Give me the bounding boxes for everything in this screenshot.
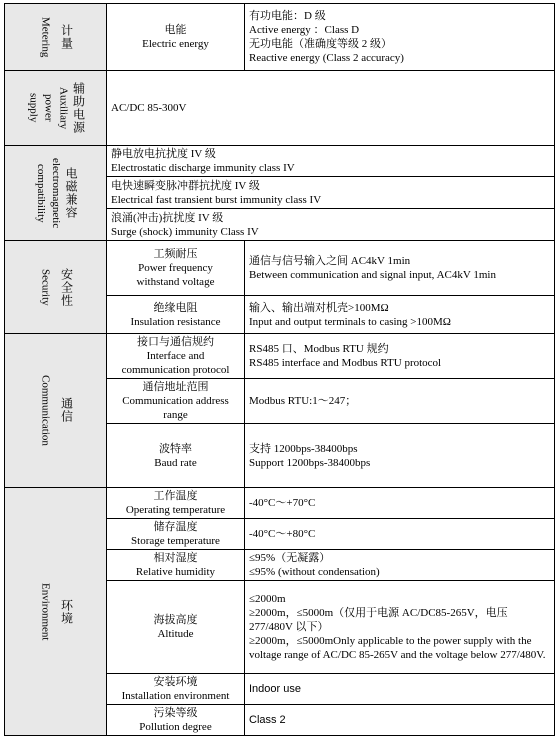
item-zh: 工频耐压 (153, 248, 198, 260)
item-en: Communication address (122, 395, 229, 407)
emc-item-en: Surge (shock) immunity Class IV (111, 225, 259, 238)
value-line: ≥2000m，≤5000mOnly applicable to the power supply with the voltage range of AC/DC 85-265V and the voltage below 277/480V. (249, 635, 546, 661)
value-storage-temp: -40°C～+80°C (245, 519, 555, 550)
item-zh: 工作温度 (153, 490, 198, 502)
emc-item (107, 209, 555, 241)
value-line: RS485 interface and Modbus RTU protocol (249, 357, 442, 369)
value-address-range (245, 379, 555, 424)
value-line: 通信与信号输入之间 AC4kV 1min (249, 255, 411, 267)
value-insulation (245, 296, 555, 334)
item-insulation (107, 296, 245, 334)
value-line: 输入、输出端对机壳>100MΩ (249, 301, 389, 314)
item-en: Baud rate (154, 456, 197, 469)
emc-item-zh: 电快速瞬变脉冲群抗扰度 IV 级 (111, 179, 260, 192)
value-line: RS485 口、Modbus RTU 规约 (249, 343, 389, 355)
value-line: Active energy ：Class D (249, 24, 360, 36)
item-baud-rate (107, 424, 245, 488)
category-aux-zh: 辅助电源 (71, 82, 86, 134)
item-en: Installation environment (121, 690, 230, 702)
category-metering-zh: 计量 (59, 23, 74, 50)
item-en: withstand voltage (136, 276, 215, 288)
item-altitude (107, 581, 245, 674)
category-security-en: Security (39, 268, 52, 306)
row-metering (5, 4, 555, 71)
category-communication-en: Communication (39, 375, 52, 446)
item-en: Operating temperature (125, 504, 226, 516)
category-environment-en: Environment (39, 582, 52, 641)
row-comm-1 (5, 334, 555, 379)
value-line: ≤95% (without condensation) (249, 566, 380, 578)
item-zh: 接口与通信规约 (137, 336, 214, 348)
value-line: ≤2000m (249, 593, 286, 605)
emc-item-en: Electrostatic discharge immunity class IV (111, 162, 295, 174)
item-installation (107, 674, 245, 705)
item-electric-energy (107, 4, 245, 71)
item-en: Interface and (146, 350, 205, 362)
row-env-1 (5, 488, 555, 519)
category-communication-zh: 通信 (59, 397, 74, 424)
item-en: Insulation resistance (130, 315, 221, 328)
category-security (5, 241, 107, 334)
item-zh: 储存温度 (153, 521, 198, 533)
category-emc (5, 146, 107, 241)
row-aux-power (5, 71, 555, 146)
item-en: range (163, 409, 188, 421)
value-line: 有功电能：D 级 (249, 10, 326, 22)
item-storage-temp (107, 519, 245, 550)
item-zh: 波特率 (159, 442, 192, 455)
item-interface (107, 334, 245, 379)
category-metering (5, 4, 107, 71)
category-aux-power (5, 71, 107, 146)
category-metering-en: Metering (39, 16, 52, 58)
category-emc-en-1: compatibility (35, 163, 47, 223)
value-line: ≥2000m，≤5000m（仅用于电源 AC/DC85-265V，电压 277/480V 以下） (249, 607, 508, 633)
item-zh: 绝缘电阻 (153, 301, 198, 314)
value-line: Reactive energy (Class 2 accuracy) (249, 52, 404, 64)
item-zh: 海拔高度 (153, 614, 198, 626)
value-baud-rate (245, 424, 555, 488)
item-zh: 安装环境 (153, 676, 198, 688)
item-zh: 污染等级 (153, 707, 198, 719)
item-operating-temp (107, 488, 245, 519)
value-line: ≤95%（无凝露） (249, 552, 331, 564)
category-environment-zh: 环境 (59, 598, 74, 625)
value-line: Modbus RTU:1～247； (249, 395, 357, 407)
item-en: Storage temperature (131, 535, 220, 547)
value-line: 无功电能（准确度等级 2 级） (249, 38, 392, 50)
emc-item (107, 177, 555, 209)
item-zh: 通信地址范围 (142, 381, 209, 393)
category-security-zh: 安全性 (59, 267, 74, 307)
item-en: Power frequency (138, 262, 213, 274)
emc-item-en: Electrical fast transient burst immunity class IV (111, 193, 322, 206)
spec-table (4, 3, 555, 736)
emc-item-zh: 浪涌(冲击)抗扰度 IV 级 (111, 211, 224, 224)
item-power-frequency (107, 241, 245, 296)
category-emc-en-2: electromagnetic (50, 157, 62, 229)
row-emc-1 (5, 146, 555, 177)
value-line: Between communication and signal input, AC4kV 1min (249, 269, 496, 281)
value-interface (245, 334, 555, 379)
emc-item-zh: 静电放电抗扰度 IV 级 (111, 148, 216, 160)
emc-item (107, 146, 555, 177)
value-aux-power: AC/DC 85-300V (107, 71, 555, 146)
item-en: Relative humidity (135, 566, 216, 578)
item-electric-energy-zh: 电能 (164, 24, 187, 36)
value-line: Input and output terminals to casing >100MΩ (249, 315, 451, 328)
value-pollution: Class 2 (245, 705, 555, 736)
item-pollution (107, 705, 245, 736)
item-en: communication protocol (121, 364, 230, 376)
value-line: 支持 1200bps-38400bps (249, 442, 358, 455)
row-security-1 (5, 241, 555, 296)
item-zh: 相对湿度 (153, 552, 198, 564)
category-aux-en-3: Auxiliary (57, 86, 70, 130)
value-electric-energy (245, 4, 555, 71)
value-altitude (245, 581, 555, 674)
item-humidity (107, 550, 245, 581)
item-electric-energy-en: Electric energy (142, 38, 209, 50)
category-aux-en-2: power (42, 94, 55, 122)
category-aux-en-1: supply (27, 93, 40, 123)
value-power-frequency (245, 241, 555, 296)
value-installation: Indoor use (245, 674, 555, 705)
value-line: Support 1200bps-38400bps (249, 456, 371, 469)
category-emc-zh: 电磁兼容 (64, 167, 78, 219)
item-en: Altitude (157, 628, 194, 640)
category-communication (5, 334, 107, 488)
item-address-range (107, 379, 245, 424)
value-humidity (245, 550, 555, 581)
category-environment (5, 488, 107, 736)
value-operating-temp: -40°C～+70°C (245, 488, 555, 519)
item-en: Pollution degree (139, 721, 212, 733)
